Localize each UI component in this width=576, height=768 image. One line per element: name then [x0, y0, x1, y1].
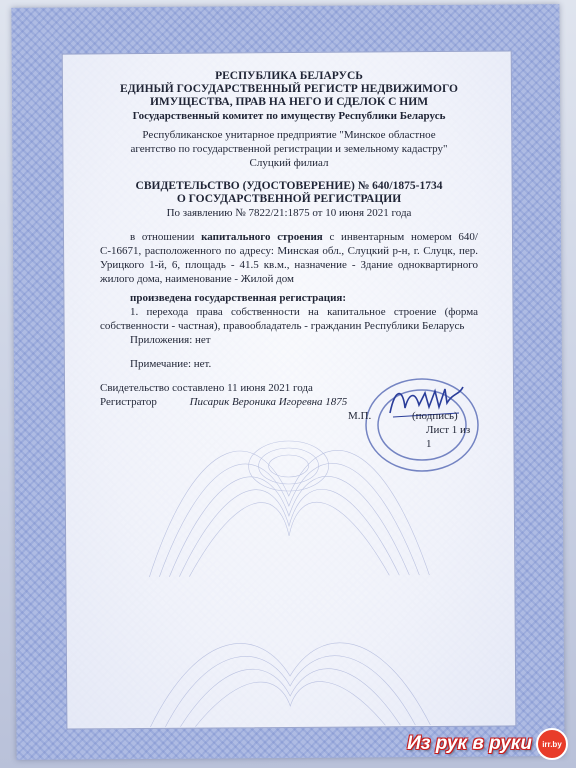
notes-line: Примечание: нет. [130, 358, 212, 370]
composed-date: Свидетельство составлено 11 июня 2021 года [100, 382, 313, 394]
branch-name: Слуцкий филиал [249, 157, 329, 169]
registration-item-1: 1. перехода права собственности на капитальное строение (форма собственности - частная), правообладатель - гражданин Республики Беларусь [100, 306, 478, 332]
certificate-content [100, 70, 478, 450]
certificate-title-line2: О ГОСУДАРСТВЕННОЙ РЕГИСТРАЦИИ [176, 193, 402, 205]
application-reference: По заявлению № 7822/21:1875 от 10 июня 2021 года [166, 207, 412, 219]
country-title: РЕСПУБЛИКА БЕЛАРУСЬ [215, 70, 363, 82]
registration-heading: произведена государственная регистрация: [130, 292, 347, 304]
registry-title-line2: ИМУЩЕСТВА, ПРАВ НА НЕГО И СДЕЛОК С НИМ [149, 96, 429, 108]
certificate-title-line1: СВИДЕТЕЛЬСТВО (УДОСТОВЕРЕНИЕ) № 640/1875-1734 [135, 180, 443, 192]
attachments-line: Приложения: нет [130, 334, 211, 346]
registrar-label: Регистратор [100, 396, 157, 408]
agency-line1: Республиканское унитарное предприятие "Минское областное [142, 129, 436, 141]
registrar-name: Писарик Вероника Игоревна 1875 [189, 396, 348, 408]
seal-signature-row [100, 409, 478, 450]
committee-name: Государственный комитет по имуществу Республики Беларусь [132, 110, 446, 122]
registrar-line [100, 395, 478, 409]
registry-title-line1: ЕДИНЫЙ ГОСУДАРСТВЕННЫЙ РЕГИСТР НЕДВИЖИМОГО [120, 83, 458, 95]
watermark-text: Из рук в руки [407, 733, 532, 754]
site-watermark [407, 728, 568, 760]
sheet-number: Лист 1 из 1 [426, 424, 471, 450]
agency-line2: агентство по государственной регистрации и земельному кадастру" [130, 143, 448, 155]
guilloche-ornament-bottom [140, 615, 441, 737]
object-description: в отношении капитального строения с инвентарным номером 640/С-16671, расположенного по адресу: Минская обл., Слуцкий р-н, г. Слуцк, пер. Урицкого 1-й, 6, площадь - 41.5 кв.м., назначение - Здание одноквартирного жилого дома, наименование - Жилой дом [100, 231, 478, 285]
signature-label: (подпись) [412, 410, 458, 422]
watermark-badge: irr.by [536, 728, 568, 760]
seal-label: М.П. [348, 410, 372, 422]
